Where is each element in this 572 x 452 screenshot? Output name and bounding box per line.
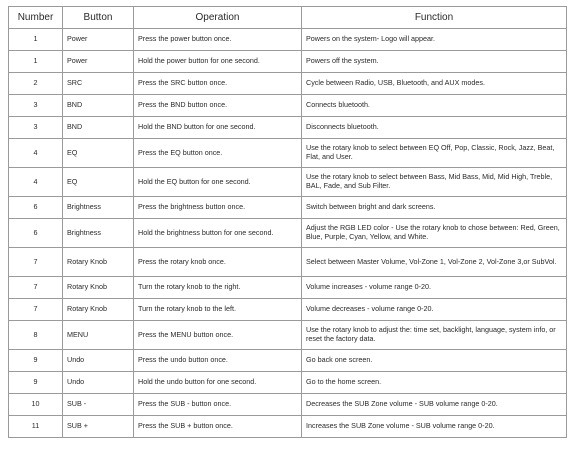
cell-button: Undo: [63, 372, 134, 394]
table-row: [9, 73, 567, 95]
cell-number: 7: [9, 299, 63, 321]
cell-number: 9: [9, 350, 63, 372]
cell-function: Go to the home screen.: [302, 372, 567, 394]
cell-button: Brightness: [63, 219, 134, 248]
cell-button: EQ: [63, 139, 134, 168]
cell-operation: Hold the brightness button for one second.: [134, 219, 302, 248]
table-row: [9, 350, 567, 372]
cell-number: 3: [9, 117, 63, 139]
cell-number: 2: [9, 73, 63, 95]
header-function: Function: [302, 7, 567, 29]
cell-button: Rotary Knob: [63, 299, 134, 321]
cell-button: SUB -: [63, 394, 134, 416]
cell-button: Brightness: [63, 197, 134, 219]
cell-operation: Hold the BND button for one second.: [134, 117, 302, 139]
cell-operation: Turn the rotary knob to the right.: [134, 277, 302, 299]
table-row: [9, 248, 567, 277]
cell-button: EQ: [63, 168, 134, 197]
cell-function: Decreases the SUB Zone volume - SUB volume range 0-20.: [302, 394, 567, 416]
cell-function: Powers off the system.: [302, 51, 567, 73]
cell-function: Go back one screen.: [302, 350, 567, 372]
controls-table: [8, 6, 567, 438]
cell-button: SUB +: [63, 416, 134, 438]
cell-button: BND: [63, 117, 134, 139]
table-row: [9, 197, 567, 219]
cell-number: 7: [9, 277, 63, 299]
cell-operation: Press the brightness button once.: [134, 197, 302, 219]
cell-button: BND: [63, 95, 134, 117]
cell-button: Power: [63, 51, 134, 73]
cell-operation: Turn the rotary knob to the left.: [134, 299, 302, 321]
table-row: [9, 299, 567, 321]
cell-number: 7: [9, 248, 63, 277]
cell-function: Disconnects bluetooth.: [302, 117, 567, 139]
cell-button: Undo: [63, 350, 134, 372]
cell-number: 11: [9, 416, 63, 438]
cell-function: Use the rotary knob to adjust the: time set, backlight, language, system info, or reset the factory data.: [302, 321, 567, 350]
cell-operation: Press the SUB + button once.: [134, 416, 302, 438]
header-operation: Operation: [134, 7, 302, 29]
cell-operation: Press the SUB - button once.: [134, 394, 302, 416]
cell-function: Use the rotary knob to select between EQ Off, Pop, Classic, Rock, Jazz, Beat, Flat, and User.: [302, 139, 567, 168]
table-row: [9, 139, 567, 168]
table-row: [9, 394, 567, 416]
cell-function: Connects bluetooth.: [302, 95, 567, 117]
header-button: Button: [63, 7, 134, 29]
cell-operation: Press the BND button once.: [134, 95, 302, 117]
table-row: [9, 95, 567, 117]
table-row: [9, 372, 567, 394]
cell-number: 4: [9, 168, 63, 197]
cell-operation: Hold the undo button for one second.: [134, 372, 302, 394]
cell-number: 4: [9, 139, 63, 168]
cell-function: Cycle between Radio, USB, Bluetooth, and AUX modes.: [302, 73, 567, 95]
table-row: [9, 219, 567, 248]
cell-function: Volume increases - volume range 0-20.: [302, 277, 567, 299]
cell-button: SRC: [63, 73, 134, 95]
cell-function: Volume decreases - volume range 0-20.: [302, 299, 567, 321]
cell-number: 6: [9, 197, 63, 219]
table-row: [9, 117, 567, 139]
table-row: [9, 29, 567, 51]
cell-operation: Press the rotary knob once.: [134, 248, 302, 277]
cell-operation: Press the power button once.: [134, 29, 302, 51]
cell-button: MENU: [63, 321, 134, 350]
cell-number: 10: [9, 394, 63, 416]
cell-number: 6: [9, 219, 63, 248]
header-number: Number: [9, 7, 63, 29]
cell-number: 8: [9, 321, 63, 350]
cell-operation: Press the undo button once.: [134, 350, 302, 372]
cell-operation: Press the MENU button once.: [134, 321, 302, 350]
cell-operation: Press the SRC button once.: [134, 73, 302, 95]
cell-button: Rotary Knob: [63, 277, 134, 299]
cell-number: 3: [9, 95, 63, 117]
cell-operation: Hold the EQ button for one second.: [134, 168, 302, 197]
table-row: [9, 416, 567, 438]
cell-function: Switch between bright and dark screens.: [302, 197, 567, 219]
table-header: [9, 7, 567, 29]
cell-operation: Hold the power button for one second.: [134, 51, 302, 73]
cell-number: 9: [9, 372, 63, 394]
table-row: [9, 51, 567, 73]
cell-button: Power: [63, 29, 134, 51]
cell-function: Powers on the system- Logo will appear.: [302, 29, 567, 51]
header-row: [9, 7, 567, 29]
cell-button: Rotary Knob: [63, 248, 134, 277]
cell-number: 1: [9, 51, 63, 73]
table-body: [9, 29, 567, 438]
table-row: [9, 277, 567, 299]
cell-number: 1: [9, 29, 63, 51]
cell-function: Adjust the RGB LED color - Use the rotary knob to chose between: Red, Green, Blue, Purple, Cyan, Yellow, and White.: [302, 219, 567, 248]
cell-function: Use the rotary knob to select between Bass, Mid Bass, Mid, Mid High, Treble, BAL, Fade, and Sub Filter.: [302, 168, 567, 197]
cell-function: Select between Master Volume, Vol-Zone 1, Vol-Zone 2, Vol-Zone 3,or SubVol.: [302, 248, 567, 277]
cell-operation: Press the EQ button once.: [134, 139, 302, 168]
cell-function: Increases the SUB Zone volume - SUB volume range 0-20.: [302, 416, 567, 438]
table-row: [9, 321, 567, 350]
table-row: [9, 168, 567, 197]
